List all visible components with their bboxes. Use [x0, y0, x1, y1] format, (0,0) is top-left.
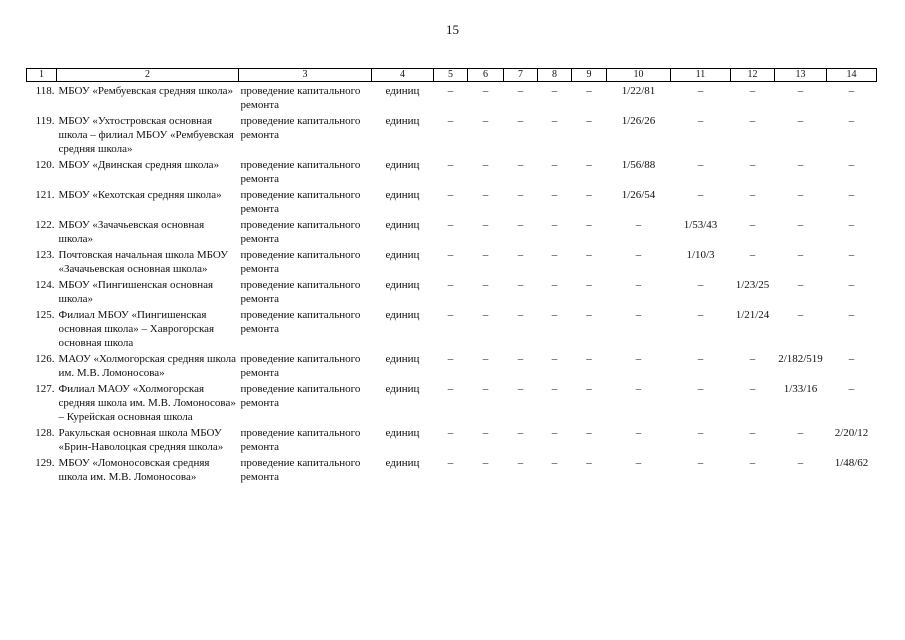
value-cell: –	[517, 353, 524, 365]
value-cell: –	[586, 249, 592, 261]
column-header-3: 3	[239, 69, 372, 82]
value-cell: –	[586, 189, 592, 201]
table-row	[27, 306, 877, 350]
value-cell: –	[586, 279, 592, 291]
value-cell: –	[635, 279, 642, 291]
value-cell: 1/56/88	[621, 159, 656, 171]
value-cell: –	[586, 383, 592, 395]
table-row	[27, 186, 877, 216]
value-cell: 1/22/81	[621, 85, 656, 97]
value-cell: –	[517, 279, 524, 291]
value-cell: –	[482, 457, 489, 469]
unit: единиц	[385, 189, 420, 201]
value-cell: –	[586, 353, 592, 365]
value-cell: –	[551, 383, 558, 395]
work-type: проведение капитального ремонта	[240, 115, 361, 141]
school-name: Филиал МАОУ «Холмогорская средняя школа им. М.В. Ломоносова» – Курейская основная школа	[58, 383, 236, 423]
row-number: 120.	[35, 159, 55, 171]
school-name: МАОУ «Холмогорская средняя школа им. М.В. Ломоносова»	[58, 353, 237, 379]
data-table	[26, 68, 877, 484]
value-cell: 1/26/26	[621, 115, 656, 127]
table-row	[27, 82, 877, 113]
column-number-header	[27, 69, 877, 82]
value-cell: –	[586, 85, 592, 97]
value-cell: –	[447, 85, 454, 97]
value-cell: –	[797, 85, 804, 97]
value-cell: –	[517, 383, 524, 395]
value-cell: –	[797, 427, 804, 439]
value-cell: –	[482, 85, 489, 97]
value-cell: –	[586, 115, 592, 127]
work-type: проведение капитального ремонта	[240, 353, 361, 379]
value-cell: –	[749, 85, 756, 97]
value-cell: –	[447, 353, 454, 365]
value-cell: –	[797, 249, 804, 261]
value-cell: –	[517, 427, 524, 439]
value-cell: –	[635, 383, 642, 395]
value-cell: –	[797, 115, 804, 127]
value-cell: –	[749, 249, 756, 261]
row-number: 122.	[35, 219, 55, 231]
value-cell: –	[447, 115, 454, 127]
column-header-10: 10	[607, 69, 671, 82]
value-cell: 1/23/25	[735, 279, 770, 291]
value-cell: –	[848, 383, 855, 395]
value-cell: –	[797, 189, 804, 201]
row-number: 123.	[35, 249, 55, 261]
value-cell: –	[797, 219, 804, 231]
column-header-4: 4	[372, 69, 434, 82]
value-cell: –	[797, 159, 804, 171]
school-name: МБОУ «Ухтостровская основная школа – филиал МБОУ «Рембуевская средняя школа»	[58, 115, 234, 155]
school-name: МБОУ «Кехотская средняя школа»	[58, 189, 222, 201]
school-name: МБОУ «Двинская средняя школа»	[58, 159, 220, 171]
value-cell: –	[697, 427, 704, 439]
table-row	[27, 350, 877, 380]
value-cell: –	[551, 249, 558, 261]
school-name: МБОУ «Ломоносовская средняя школа им. М.В. Ломоносова»	[58, 457, 210, 483]
value-cell: –	[551, 353, 558, 365]
row-number: 129.	[35, 457, 55, 469]
column-header-11: 11	[671, 69, 731, 82]
unit: единиц	[385, 159, 420, 171]
work-type: проведение капитального ремонта	[240, 85, 361, 111]
value-cell: –	[551, 279, 558, 291]
table-body	[27, 82, 877, 485]
value-cell: –	[797, 279, 804, 291]
value-cell: –	[749, 159, 756, 171]
school-name: Филиал МБОУ «Пингишенская основная школа» – Хаврогорская основная школа	[58, 309, 215, 349]
row-number: 118.	[35, 85, 55, 97]
value-cell: –	[697, 189, 704, 201]
row-number: 127.	[35, 383, 55, 395]
value-cell: –	[447, 219, 454, 231]
table-row	[27, 380, 877, 424]
table-row	[27, 156, 877, 186]
value-cell: –	[482, 115, 489, 127]
value-cell: –	[482, 309, 489, 321]
value-cell: –	[482, 353, 489, 365]
row-number: 124.	[35, 279, 55, 291]
column-header-13: 13	[775, 69, 827, 82]
work-type: проведение капитального ремонта	[240, 219, 361, 245]
row-number: 128.	[35, 427, 55, 439]
unit: единиц	[385, 279, 420, 291]
value-cell: –	[749, 189, 756, 201]
table-row	[27, 112, 877, 156]
value-cell: –	[749, 457, 756, 469]
work-type: проведение капитального ремонта	[240, 159, 361, 185]
value-cell: –	[551, 219, 558, 231]
value-cell: –	[482, 279, 489, 291]
value-cell: –	[517, 309, 524, 321]
value-cell: –	[482, 189, 489, 201]
value-cell: –	[848, 115, 855, 127]
value-cell: –	[482, 219, 489, 231]
school-name: МБОУ «Зачачьевская основная школа»	[58, 219, 205, 245]
value-cell: –	[482, 249, 489, 261]
value-cell: 1/10/3	[686, 249, 715, 261]
value-cell: –	[848, 353, 855, 365]
value-cell: –	[697, 309, 704, 321]
column-header-5: 5	[434, 69, 468, 82]
value-cell: 1/53/43	[683, 219, 718, 231]
value-cell: –	[848, 159, 855, 171]
value-cell: –	[447, 279, 454, 291]
value-cell: –	[635, 427, 642, 439]
unit: единиц	[385, 383, 420, 395]
value-cell: –	[635, 219, 642, 231]
value-cell: –	[551, 427, 558, 439]
value-cell: –	[551, 189, 558, 201]
value-cell: –	[697, 159, 704, 171]
value-cell: –	[749, 219, 756, 231]
value-cell: 1/21/24	[735, 309, 770, 321]
value-cell: –	[517, 249, 524, 261]
value-cell: –	[797, 457, 804, 469]
value-cell: 1/26/54	[621, 189, 656, 201]
value-cell: –	[586, 309, 592, 321]
row-number: 125.	[35, 309, 55, 321]
column-header-12: 12	[731, 69, 775, 82]
value-cell: –	[697, 85, 704, 97]
value-cell: –	[551, 159, 558, 171]
value-cell: –	[697, 279, 704, 291]
value-cell: –	[447, 383, 454, 395]
value-cell: –	[749, 383, 756, 395]
value-cell: –	[551, 309, 558, 321]
value-cell: 2/20/12	[834, 427, 869, 439]
row-number: 119.	[35, 115, 55, 127]
value-cell: –	[635, 249, 642, 261]
value-cell: –	[749, 353, 756, 365]
value-cell: –	[517, 189, 524, 201]
value-cell: –	[447, 427, 454, 439]
value-cell: –	[749, 427, 756, 439]
column-header-9: 9	[572, 69, 607, 82]
value-cell: –	[551, 457, 558, 469]
value-cell: –	[586, 159, 592, 171]
value-cell: –	[551, 115, 558, 127]
column-header-8: 8	[538, 69, 572, 82]
column-header-7: 7	[504, 69, 538, 82]
school-name: МБОУ «Рембуевская средняя школа»	[58, 85, 233, 97]
column-header-14: 14	[827, 69, 877, 82]
unit: единиц	[385, 219, 420, 231]
row-number: 126.	[35, 353, 55, 365]
value-cell: –	[848, 189, 855, 201]
table-row	[27, 216, 877, 246]
value-cell: –	[447, 249, 454, 261]
unit: единиц	[385, 309, 420, 321]
value-cell: –	[697, 383, 704, 395]
value-cell: –	[482, 427, 489, 439]
value-cell: –	[749, 115, 756, 127]
table-row	[27, 246, 877, 276]
column-header-1: 1	[27, 69, 57, 82]
value-cell: –	[586, 427, 592, 439]
work-type: проведение капитального ремонта	[240, 383, 361, 409]
value-cell: –	[517, 85, 524, 97]
value-cell: –	[848, 309, 855, 321]
unit: единиц	[385, 85, 420, 97]
value-cell: –	[635, 457, 642, 469]
work-type: проведение капитального ремонта	[240, 427, 361, 453]
value-cell: –	[797, 309, 804, 321]
value-cell: –	[482, 159, 489, 171]
value-cell: 2/182/519	[778, 353, 823, 365]
unit: единиц	[385, 249, 420, 261]
work-type: проведение капитального ремонта	[240, 189, 361, 215]
value-cell: 1/33/16	[783, 383, 818, 395]
value-cell: –	[447, 189, 454, 201]
work-type: проведение капитального ремонта	[240, 279, 361, 305]
column-header-2: 2	[57, 69, 239, 82]
value-cell: –	[517, 115, 524, 127]
value-cell: –	[635, 353, 642, 365]
value-cell: –	[848, 249, 855, 261]
unit: единиц	[385, 427, 420, 439]
school-name: МБОУ «Пингишенская основная школа»	[58, 279, 214, 305]
value-cell: –	[517, 159, 524, 171]
value-cell: –	[447, 457, 454, 469]
table-row	[27, 424, 877, 454]
value-cell: –	[586, 219, 592, 231]
value-cell: –	[586, 457, 592, 469]
unit: единиц	[385, 457, 420, 469]
value-cell: –	[482, 383, 489, 395]
value-cell: –	[447, 309, 454, 321]
row-number: 121.	[35, 189, 55, 201]
school-name: Почтовская начальная школа МБОУ «Зачачьевская основная школа»	[58, 249, 229, 275]
value-cell: –	[848, 219, 855, 231]
page-number: 15	[446, 22, 459, 37]
school-name: Ракульская основная школа МБОУ «Брин-Наволоцкая средняя школа»	[58, 427, 224, 453]
unit: единиц	[385, 115, 420, 127]
unit: единиц	[385, 353, 420, 365]
value-cell: –	[447, 159, 454, 171]
value-cell: 1/48/62	[834, 457, 869, 469]
value-cell: –	[635, 309, 642, 321]
value-cell: –	[517, 457, 524, 469]
value-cell: –	[517, 219, 524, 231]
table-row	[27, 276, 877, 306]
value-cell: –	[697, 457, 704, 469]
value-cell: –	[697, 353, 704, 365]
value-cell: –	[848, 85, 855, 97]
column-header-6: 6	[468, 69, 504, 82]
work-type: проведение капитального ремонта	[240, 457, 361, 483]
value-cell: –	[697, 115, 704, 127]
work-type: проведение капитального ремонта	[240, 309, 361, 335]
value-cell: –	[551, 85, 558, 97]
table-row	[27, 454, 877, 484]
value-cell: –	[848, 279, 855, 291]
work-type: проведение капитального ремонта	[240, 249, 361, 275]
